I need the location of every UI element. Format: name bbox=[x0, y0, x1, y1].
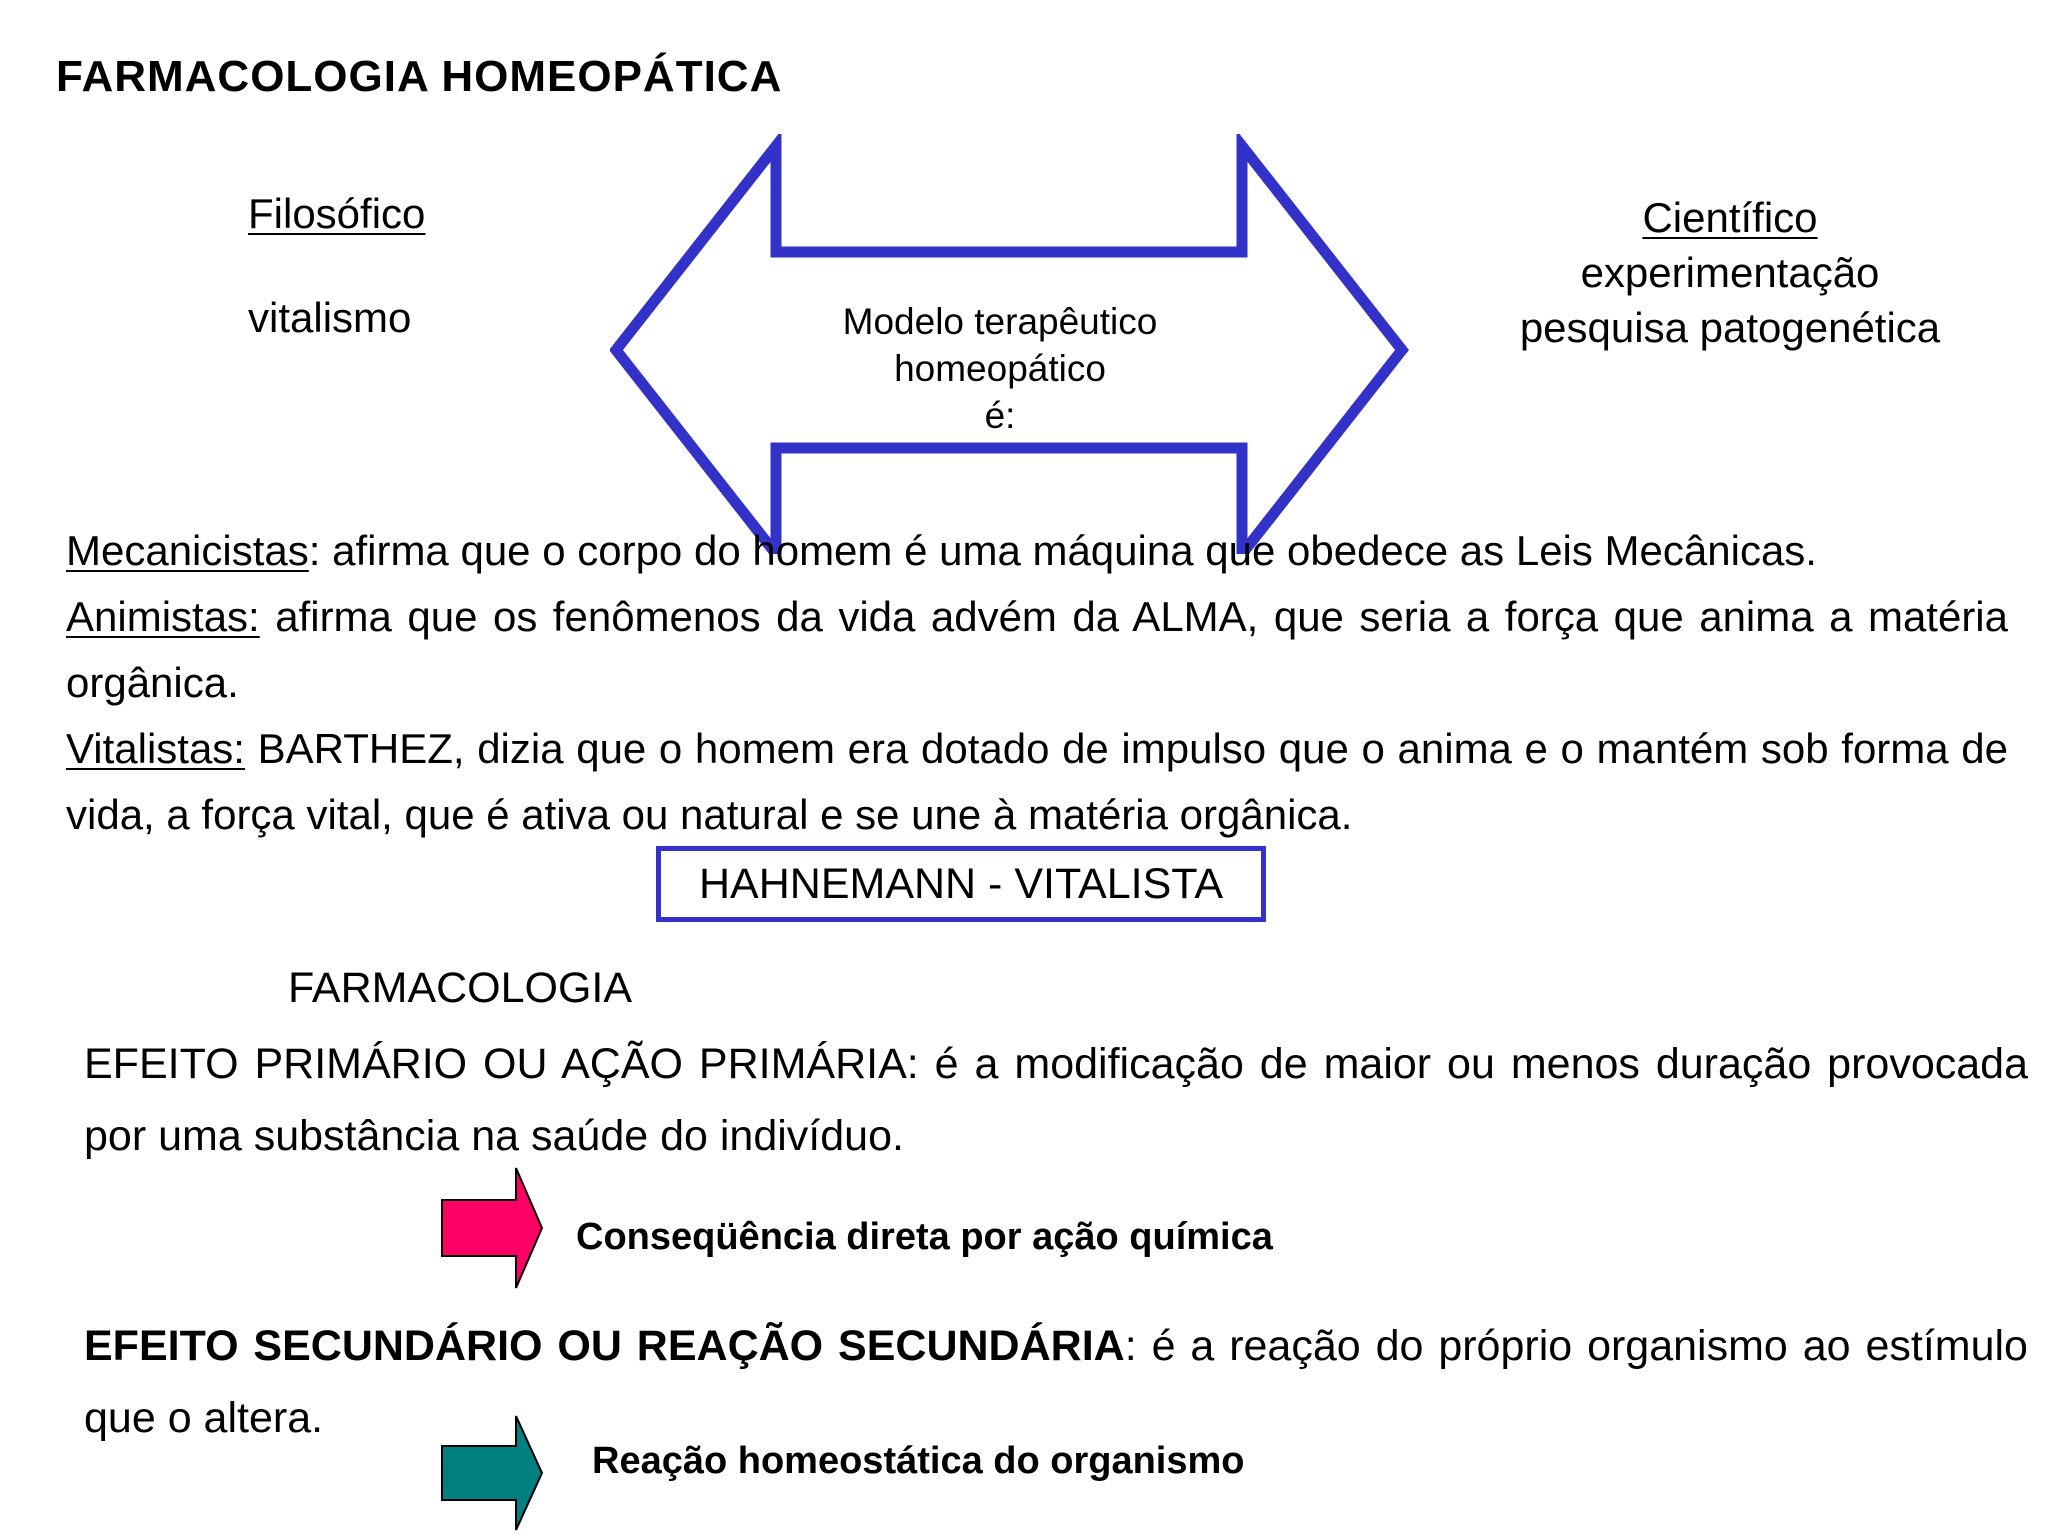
pink-arrow-icon bbox=[440, 1166, 544, 1290]
teal-arrow-icon bbox=[440, 1414, 544, 1532]
primary-effect-text: EFEITO PRIMÁRIO OU AÇÃO PRIMÁRIA: é a modificação de maior ou menos duração provocada por uma substância na saúde do indivíduo. bbox=[84, 1040, 2028, 1160]
animists-paragraph bbox=[66, 584, 2008, 716]
scientific-column bbox=[1440, 190, 2020, 355]
theories-paragraphs bbox=[66, 518, 2008, 848]
arrow-label-line3: é: bbox=[984, 395, 1016, 436]
philosophical-heading: Filosófico bbox=[248, 190, 426, 237]
secondary-effect bbox=[84, 1310, 2028, 1454]
page-title: FARMACOLOGIA HOMEOPÁTICA bbox=[56, 52, 783, 101]
hahnemann-box: HAHNEMANN - VITALISTA bbox=[656, 846, 1266, 922]
farmacologia-heading: FARMACOLOGIA bbox=[288, 964, 633, 1012]
scientific-heading: Científico bbox=[1642, 194, 1818, 241]
primary-effect bbox=[84, 1028, 2028, 1172]
animists-term: Animistas: bbox=[66, 593, 260, 640]
secondary-consequence: Reação homeostática do organismo bbox=[592, 1440, 1245, 1482]
secondary-effect-term: EFEITO SECUNDÁRIO OU REAÇÃO SECUNDÁRIA bbox=[84, 1322, 1125, 1370]
secondary-effect-text bbox=[84, 1310, 2028, 1454]
experimentation-item: experimentação bbox=[1580, 249, 1880, 296]
animists-text: afirma que os fenômenos da vida advém da ALMA, que seria a força que anima a matéria orgânica. bbox=[66, 593, 2008, 706]
primary-consequence: Conseqüência direta por ação química bbox=[576, 1216, 1273, 1258]
vitalists-text: BARTHEZ, dizia que o homem era dotado de impulso que o anima e o mantém sob forma de vida, a força vital, que é ativa ou natural e se une à matéria orgânica. bbox=[66, 725, 2008, 838]
vitalists-paragraph bbox=[66, 716, 2008, 848]
secondary-effect-desc: : é a reação do próprio organismo ao estímulo que o altera. bbox=[84, 1322, 2028, 1442]
pathogenetic-research-item: pesquisa patogenética bbox=[1519, 304, 1941, 351]
mechanicists-text: : afirma que o corpo do homem é uma máquina que obedece as Leis Mecânicas. bbox=[308, 527, 1817, 574]
arrow-label-line1: Modelo terapêutico bbox=[842, 301, 1158, 342]
philosophical-column bbox=[248, 190, 548, 342]
arrow-label bbox=[790, 298, 1210, 439]
mechanicists-term: Mecanicistas bbox=[66, 527, 309, 574]
arrow-label-line2: homeopático bbox=[894, 348, 1106, 389]
vitalism-item: vitalismo bbox=[248, 294, 412, 341]
vitalists-term: Vitalistas: bbox=[66, 725, 245, 772]
mechanicists-paragraph bbox=[66, 518, 2008, 584]
